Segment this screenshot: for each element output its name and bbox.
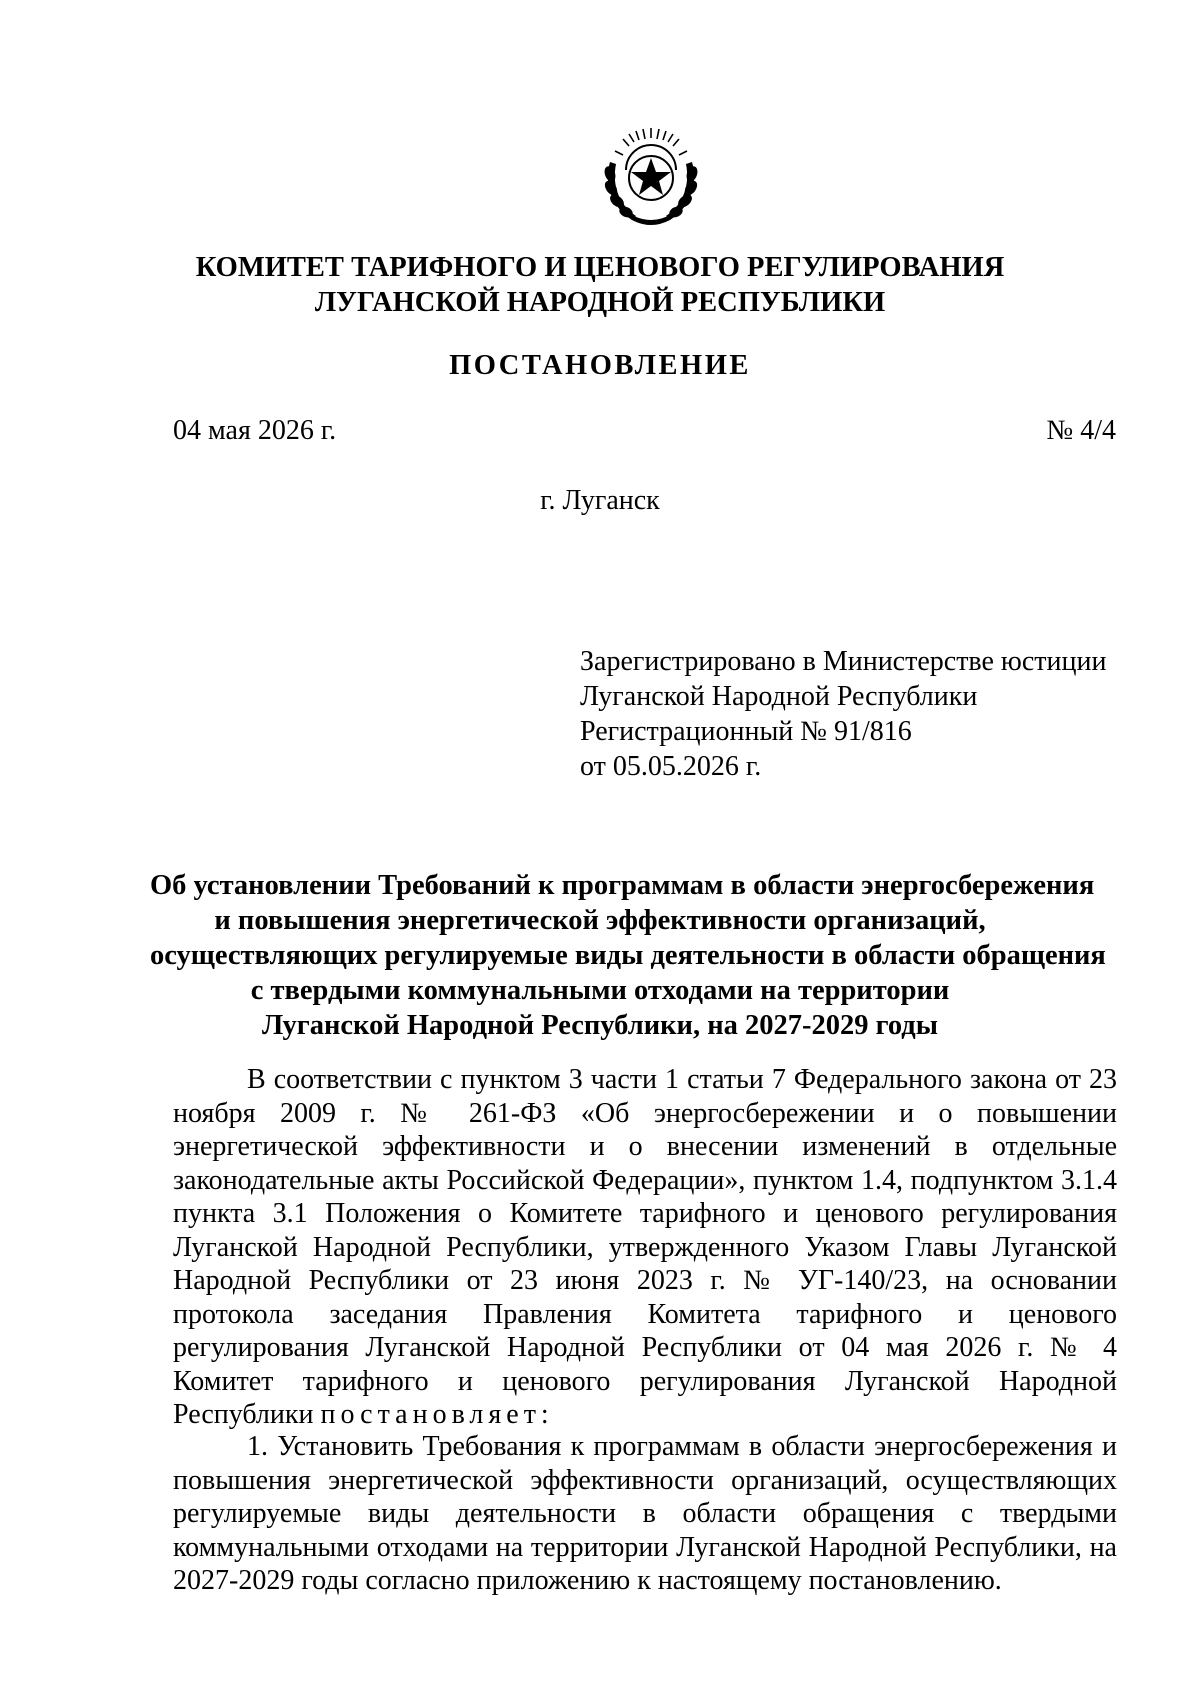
organization-name-line1: КОМИТЕТ ТАРИФНОГО И ЦЕНОВОГО РЕГУЛИРОВАНИЯ [195,252,1005,283]
title-line1: Об установлении Требований к программам в области энергосбережения [150,870,1095,901]
registration-line1: Зарегистрировано в Министерстве юстиции [580,646,1107,677]
title-line4: с твердыми коммунальными отходами на территории [250,975,950,1006]
document-date: 04 мая 2026 г. [173,415,337,446]
registration-line3: Регистрационный № 91/816 [580,716,912,747]
organization-name [0,250,1200,320]
title-line3: осуществляющих регулируемые виды деятельности в области обращения [150,940,1106,971]
registration-line4: от 05.05.2026 г. [580,751,762,782]
document-title [150,868,1106,1043]
item-1-paragraph: 1. Установить Требования к программам в области энергосбережения и повышения энергетической эффективности организаций, осуществляющих регулируемые виды деятельности в области обращения с твердыми коммунальными отходами на территории Луганской Народной Республики, на 2027-2029 годы согласно приложению к настоящему постановлению. [173,1431,1117,1596]
preamble-verb: постановляет: [320,1399,554,1430]
document-type: ПОСТАНОВЛЕНИЕ [449,350,751,381]
coat-of-arms-icon [596,122,706,232]
document-city: г. Луганск [540,485,660,516]
document-number: № 4/4 [1046,415,1116,446]
title-line2: и повышения энергетической эффективности организаций, [214,905,986,936]
preamble-text: В соответствии с пунктом 3 части 1 статьи 7 Федерального закона от 23 ноября 2009 г. № 261-ФЗ «Об энергосбережении и о повышении энергетической эффективности и о внесении изменений в отдельные законодательные акты Российской Федерации», пунктом 1.4, подпунктом 3.1.4 пункта 3.1 Положения о Комитете тарифного и ценового регулирования Луганской Народной Республики, утвержденного Указом Главы Луганской Народной Республики от 23 июня 2023 г. № УГ-140/23, на основании протокола заседания Правления Комитета тарифного и ценового регулирования Луганской Народной Республики от 04 мая 2026 г. № 4 Комитет тарифного и ценового регулирования Луганской Народной Республики [173,1064,1117,1430]
organization-name-line2: ЛУГАНСКОЙ НАРОДНОЙ РЕСПУБЛИКИ [314,287,886,318]
registration-line2: Луганской Народной Республики [580,681,978,712]
registration-stamp [580,644,1106,784]
preamble-paragraph [173,1063,1117,1432]
title-line5: Луганской Народной Республики, на 2027-2029 годы [262,1010,938,1041]
